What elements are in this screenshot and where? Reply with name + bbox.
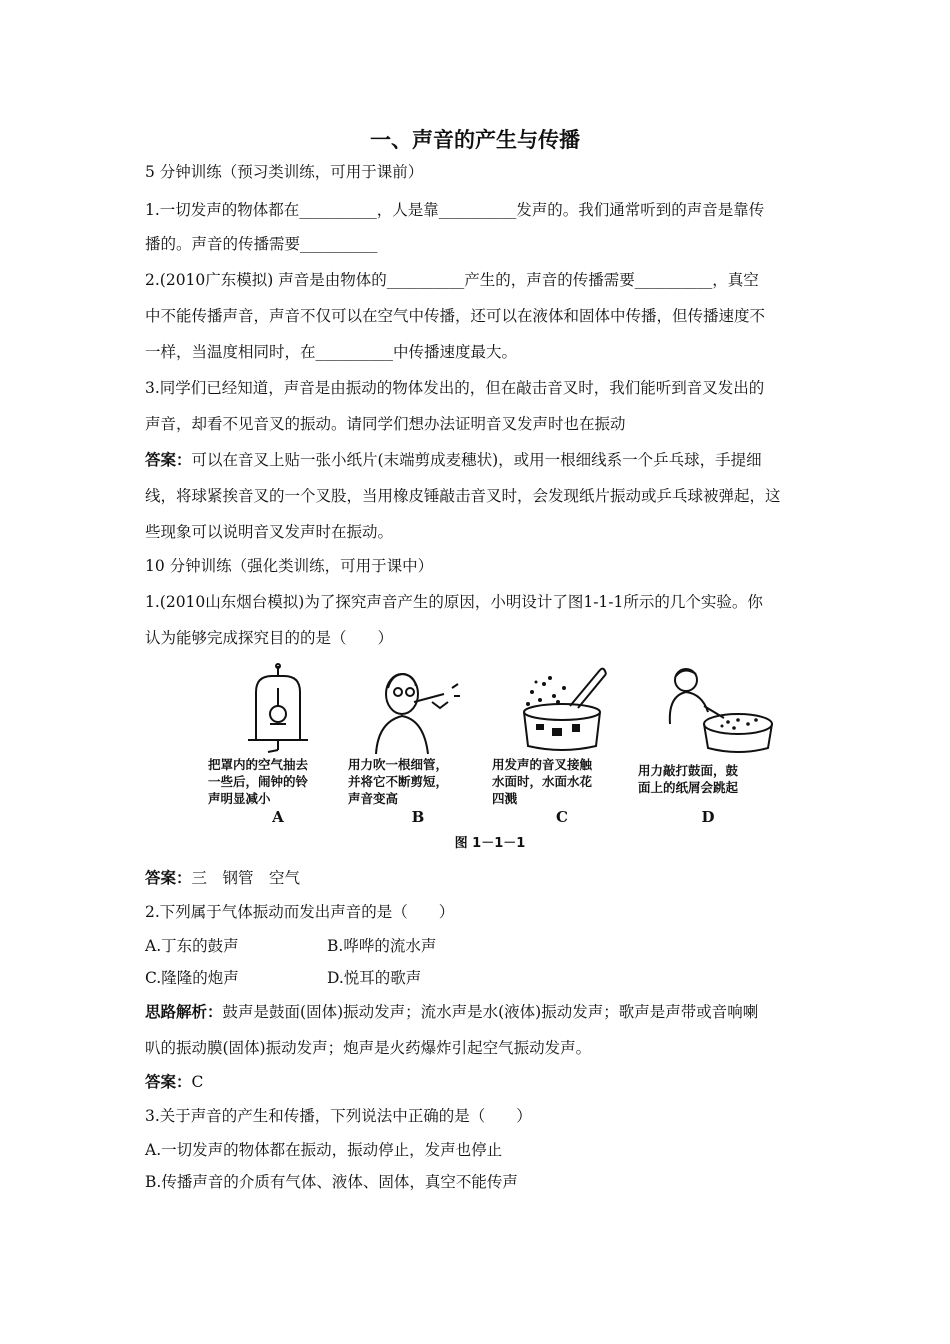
problem-1-line-1: 1.(2010山东烟台模拟)为了探究声音产生的原因，小明设计了图1-1-1所示的几个实验。你 <box>145 593 763 611</box>
figure-panel-a-letter: A <box>272 808 284 826</box>
section-heading-10min: 10 分钟训练（强化类训练，可用于课中） <box>145 557 434 575</box>
answer-3-line-3: 些现象可以说明音叉发声时在振动。 <box>145 523 394 541</box>
figure-caption: 图 1－1－1 <box>454 836 526 851</box>
answer-3-line-2: 线，将球紧挨音叉的一个叉股，当用橡皮锤敲击音叉时，会发现纸片振动或乒乓球被弹起，这 <box>145 487 781 505</box>
problem-2-option-b: B.哗哗的流水声 <box>327 937 437 955</box>
answer-problem-1 <box>145 866 810 888</box>
figure-panel-b <box>348 662 488 832</box>
analysis-line-2: 叭的振动膜(固体)振动发声；炮声是火药爆炸引起空气振动发声。 <box>145 1039 592 1057</box>
section-heading-5min: 5 分钟训练（预习类训练，可用于课前） <box>145 163 424 181</box>
problem-2-option-c: C.隆隆的炮声 <box>145 969 239 987</box>
answer-label: 答案： <box>145 1072 192 1091</box>
question-2-line-3: 一样，当温度相同时，在__________中传播速度最大。 <box>145 343 518 361</box>
question-3-line-1: 3.同学们已经知道，声音是由振动的物体发出的，但在敲击音叉时，我们能听到音叉发出的 <box>145 379 765 397</box>
figure-1-1-1 <box>200 662 780 852</box>
answer-label: 答案： <box>145 868 192 887</box>
figure-panel-d <box>638 662 778 832</box>
figure-panel-c <box>492 662 632 832</box>
figure-panel-b-description: 用力吹一根细管， 并将它不断剪短， 声音变高 <box>348 757 449 806</box>
tuning-fork-water-icon <box>492 662 632 754</box>
problem-3: 3.关于声音的产生和传播，下列说法中正确的是（ ） <box>145 1107 532 1125</box>
problem-3-option-b: B.传播声音的介质有气体、液体、固体，真空不能传声 <box>145 1173 518 1191</box>
analysis-text: 鼓声是鼓面(固体)振动发声；流水声是水(液体)振动发声；歌声是声带或音响喇 <box>222 1003 759 1021</box>
figure-panel-d-description: 用力敲打鼓面，鼓 面上的纸屑会跳起 <box>638 763 739 795</box>
answer-3-line-1 <box>145 448 810 470</box>
blowing-tube-icon <box>348 662 488 754</box>
question-1-line-1: 1.一切发声的物体都在__________，人是靠__________发声的。我们通常听到的声音是靠传 <box>145 201 765 219</box>
answer-3-text: 可以在音叉上贴一张小纸片(末端剪成麦穗状)，或用一根细线系一个乒乓球，手提细 <box>191 451 762 469</box>
answer-problem-1-text: 三 钢管 空气 <box>191 869 301 887</box>
figure-panel-a-description: 把罩内的空气抽去 一些后，闹钟的铃 声明显减小 <box>208 757 309 806</box>
figure-panel-d-letter: D <box>701 808 715 826</box>
analysis-label: 思路解析： <box>145 1002 223 1021</box>
question-3-line-2: 声音，却看不见音叉的振动。请同学们想办法证明音叉发声时也在振动 <box>145 415 626 433</box>
figure-panel-a <box>208 662 348 832</box>
analysis-line-1 <box>145 1000 810 1022</box>
page-title: 一、声音的产生与传播 <box>370 127 580 152</box>
figure-panel-c-description: 用发声的音叉接触 水面时，水面水花 四溅 <box>492 757 593 806</box>
figure-panel-b-letter: B <box>411 808 425 826</box>
question-1-line-2: 播的。声音的传播需要__________ <box>145 235 378 253</box>
problem-2-options-row-1 <box>145 934 810 956</box>
answer-problem-2 <box>145 1070 810 1092</box>
question-2-line-1: 2.(2010广东模拟) 声音是由物体的__________产生的，声音的传播需要__________，真空 <box>145 271 759 289</box>
question-2-line-2: 中不能传播声音，声音不仅可以在空气中传播，还可以在液体和固体中传播，但传播速度不 <box>145 307 766 325</box>
drum-icon <box>638 662 778 754</box>
bell-jar-icon <box>208 662 348 754</box>
problem-2: 2.下列属于气体振动而发出声音的是（ ） <box>145 903 455 921</box>
problem-2-options-row-2 <box>145 966 810 988</box>
problem-1-line-2: 认为能够完成探究目的的是（ ） <box>145 629 394 647</box>
problem-2-option-a: A.丁东的鼓声 <box>145 937 239 955</box>
problem-2-option-d: D.悦耳的歌声 <box>327 969 422 987</box>
figure-panel-c-letter: C <box>556 808 568 826</box>
answer-problem-2-text: C <box>191 1073 204 1091</box>
answer-label: 答案： <box>145 450 192 469</box>
problem-3-option-a: A.一切发声的物体都在振动，振动停止，发声也停止 <box>145 1141 503 1159</box>
